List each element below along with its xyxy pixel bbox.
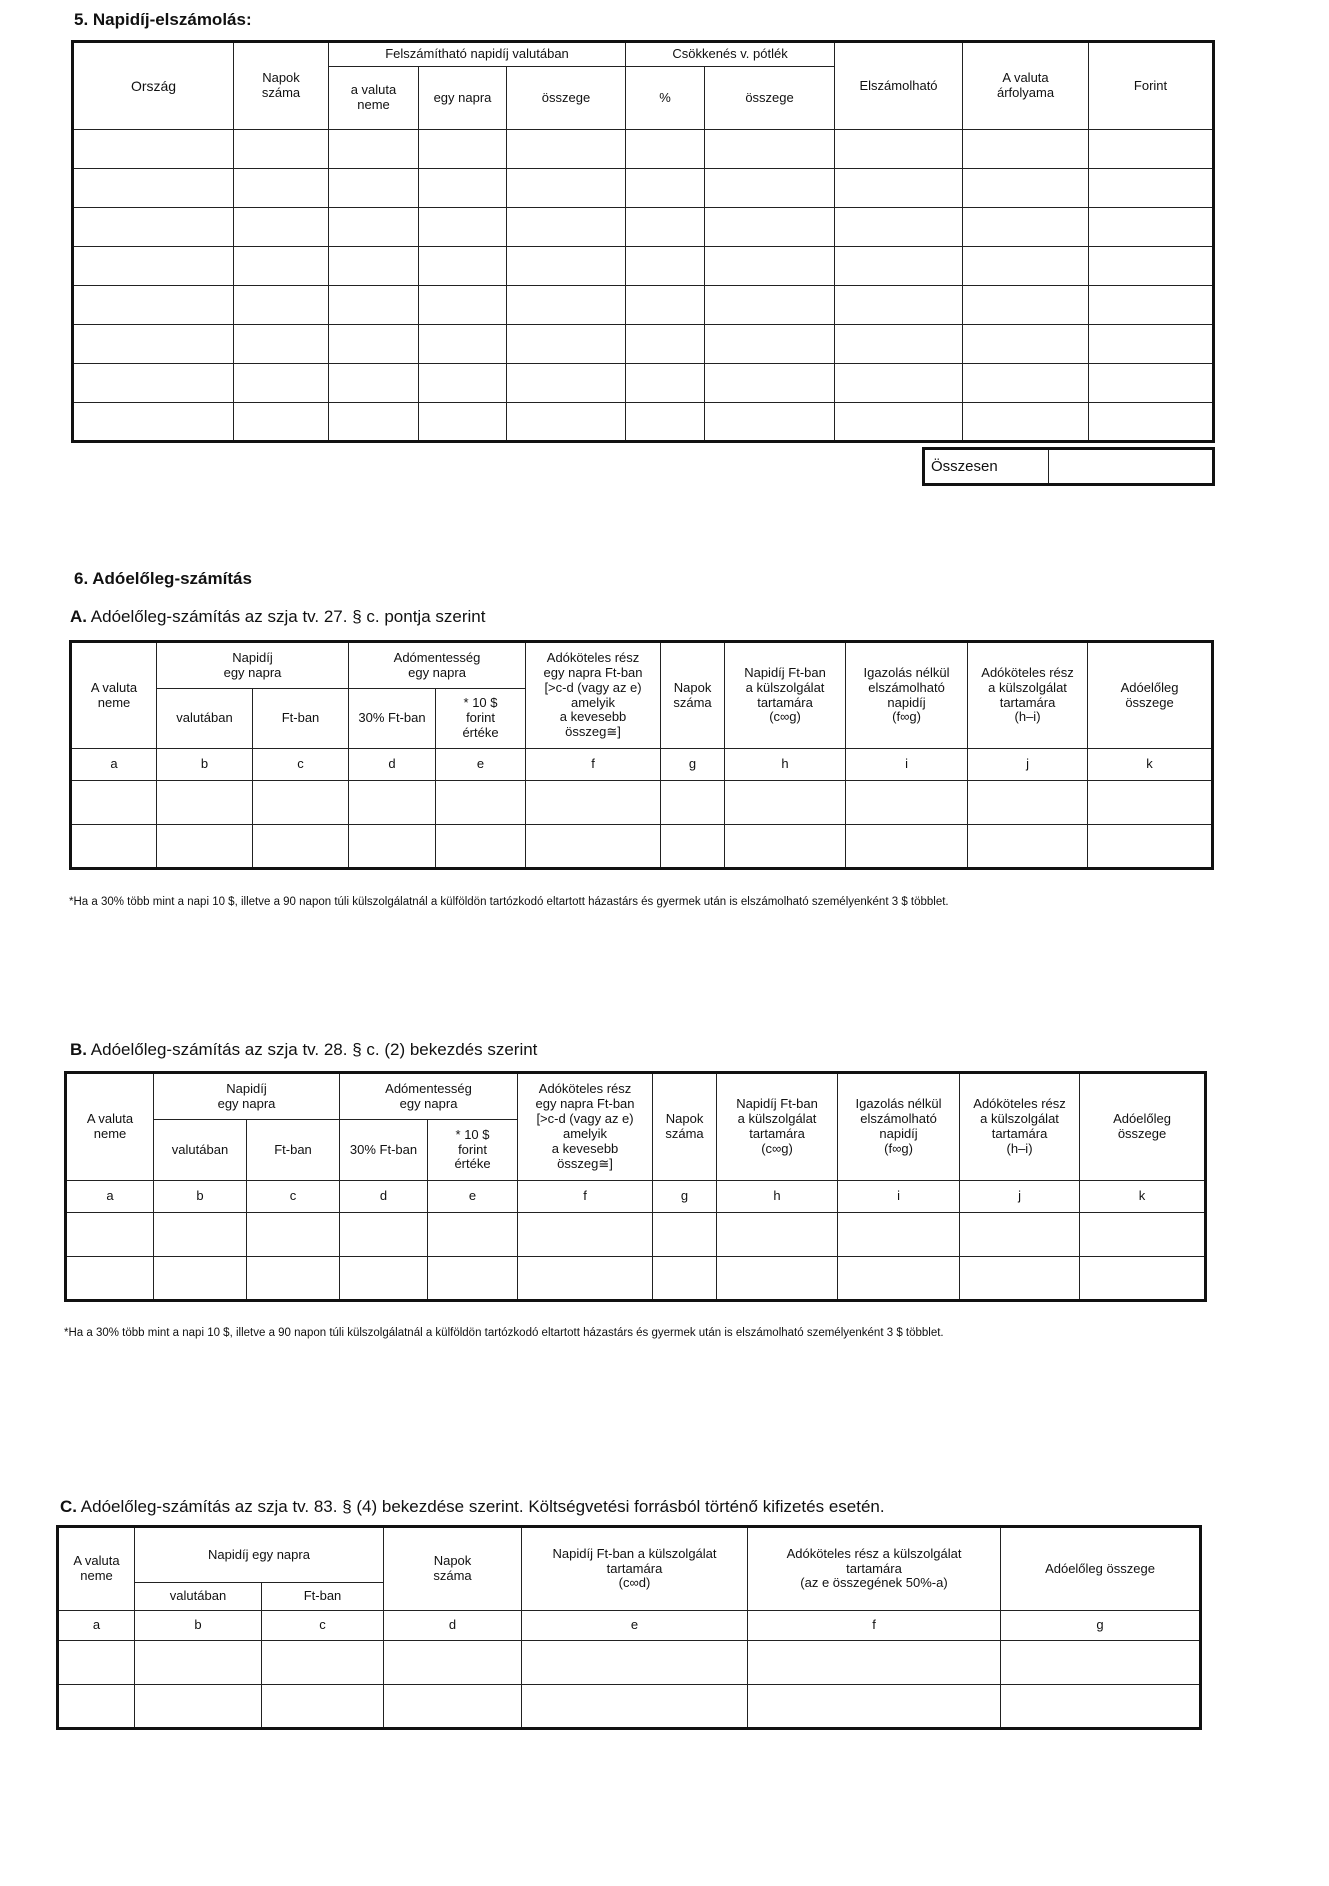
entry-cell[interactable] xyxy=(73,364,234,403)
entry-cell[interactable] xyxy=(419,403,507,442)
entry-cell[interactable] xyxy=(835,169,963,208)
entry-cell[interactable] xyxy=(71,781,157,825)
column-letter-row xyxy=(58,1611,1201,1641)
column-letter-row xyxy=(71,749,1213,781)
entry-cell[interactable] xyxy=(340,1213,428,1257)
table-row xyxy=(73,208,1214,247)
header-in-huf: Ft-ban xyxy=(247,1120,340,1181)
column-letter: d xyxy=(384,1611,522,1641)
advance-tax-table-a xyxy=(69,640,1214,870)
header-advance-amount: Adóelőleg összege xyxy=(1080,1073,1206,1181)
table-row xyxy=(71,781,1213,825)
column-letter: c xyxy=(253,749,349,781)
header-thirty-pct: 30% Ft-ban xyxy=(340,1120,428,1181)
entry-cell[interactable] xyxy=(963,325,1089,364)
header-daily-per-day: Napidíj egy napra xyxy=(154,1073,340,1120)
part-b-title xyxy=(70,1040,537,1060)
c-header-in-currency: valutában xyxy=(135,1583,262,1611)
column-letter: i xyxy=(838,1181,960,1213)
column-letter: c xyxy=(247,1181,340,1213)
header-currency: A valuta neme xyxy=(66,1073,154,1181)
entry-cell[interactable] xyxy=(705,247,835,286)
column-letter: a xyxy=(71,749,157,781)
entry-cell[interactable] xyxy=(963,247,1089,286)
entry-cell[interactable] xyxy=(329,247,419,286)
header-daily-per-day: Napidíj egy napra xyxy=(157,642,349,689)
entry-cell[interactable] xyxy=(705,208,835,247)
entry-cell[interactable] xyxy=(835,208,963,247)
header-daily-huf-period: Napidíj Ft-ban a külszolgálat tartamára (c∞g) xyxy=(717,1073,838,1181)
header-amount: összege xyxy=(507,67,626,130)
entry-cell[interactable] xyxy=(419,130,507,169)
entry-cell[interactable] xyxy=(963,208,1089,247)
entry-cell[interactable] xyxy=(626,325,705,364)
entry-cell[interactable] xyxy=(419,364,507,403)
entry-cell[interactable] xyxy=(725,781,846,825)
entry-cell[interactable] xyxy=(329,325,419,364)
entry-cell[interactable] xyxy=(846,781,968,825)
entry-cell[interactable] xyxy=(626,247,705,286)
entry-cell[interactable] xyxy=(838,1257,960,1301)
entry-cell[interactable] xyxy=(1001,1641,1201,1685)
entry-cell[interactable] xyxy=(329,403,419,442)
header-per-day: egy napra xyxy=(419,67,507,130)
entry-cell[interactable] xyxy=(234,247,329,286)
c-header-advance-amount: Adóelőleg összege xyxy=(1001,1527,1201,1611)
advance-tax-table-b xyxy=(64,1071,1207,1302)
entry-cell[interactable] xyxy=(1080,1213,1206,1257)
entry-cell[interactable] xyxy=(234,208,329,247)
entry-cell[interactable] xyxy=(838,1213,960,1257)
entry-cell[interactable] xyxy=(419,325,507,364)
entry-cell[interactable] xyxy=(626,169,705,208)
table-row xyxy=(73,325,1214,364)
part-a-title xyxy=(70,607,485,627)
entry-cell[interactable] xyxy=(518,1257,653,1301)
column-letter: g xyxy=(661,749,725,781)
entry-cell[interactable] xyxy=(436,825,526,869)
entry-cell[interactable] xyxy=(73,208,234,247)
entry-cell[interactable] xyxy=(1088,825,1213,869)
entry-cell[interactable] xyxy=(507,169,626,208)
table-row xyxy=(66,1213,1206,1257)
entry-cell[interactable] xyxy=(234,286,329,325)
entry-cell[interactable] xyxy=(247,1257,340,1301)
header-ten-usd: * 10 $ forint értéke xyxy=(428,1120,518,1181)
entry-cell[interactable] xyxy=(626,364,705,403)
header-chargeable-group: Felszámítható napidíj valutában xyxy=(329,42,626,67)
entry-cell[interactable] xyxy=(349,781,436,825)
entry-cell[interactable] xyxy=(234,364,329,403)
entry-cell[interactable] xyxy=(1089,403,1214,442)
entry-cell[interactable] xyxy=(71,825,157,869)
header-in-currency: valutában xyxy=(154,1120,247,1181)
part-b-letter: B. xyxy=(70,1040,87,1059)
entry-cell[interactable] xyxy=(507,364,626,403)
column-letter: g xyxy=(653,1181,717,1213)
entry-cell[interactable] xyxy=(262,1685,384,1729)
entry-cell[interactable] xyxy=(66,1257,154,1301)
column-letter: j xyxy=(968,749,1088,781)
entry-cell[interactable] xyxy=(526,825,661,869)
header-no-proof: Igazolás nélkül elszámolható napidíj (f∞g) xyxy=(846,642,968,749)
entry-cell[interactable] xyxy=(329,364,419,403)
daily-allowance-table xyxy=(71,40,1215,443)
header-daily-huf-period: Napidíj Ft-ban a külszolgálat tartamára (c∞g) xyxy=(725,642,846,749)
entry-cell[interactable] xyxy=(717,1213,838,1257)
entry-cell[interactable] xyxy=(661,781,725,825)
header-taxable-per-day: Adóköteles rész egy napra Ft-ban [>c-d (vagy az e) amelyik a kevesebb összeg≅] xyxy=(518,1073,653,1181)
entry-cell[interactable] xyxy=(835,325,963,364)
entry-cell[interactable] xyxy=(835,286,963,325)
column-letter: e xyxy=(428,1181,518,1213)
entry-cell[interactable] xyxy=(419,247,507,286)
table-row xyxy=(73,286,1214,325)
entry-cell[interactable] xyxy=(234,130,329,169)
entry-cell[interactable] xyxy=(262,1641,384,1685)
entry-cell[interactable] xyxy=(247,1213,340,1257)
entry-cell[interactable] xyxy=(1088,781,1213,825)
header-days: Napok száma xyxy=(234,42,329,130)
entry-cell[interactable] xyxy=(653,1213,717,1257)
entry-cell[interactable] xyxy=(835,403,963,442)
entry-cell[interactable] xyxy=(329,169,419,208)
entry-cell[interactable] xyxy=(73,403,234,442)
entry-cell[interactable] xyxy=(419,208,507,247)
header-taxable-period: Adóköteles rész a külszolgálat tartamára (h–i) xyxy=(968,642,1088,749)
entry-cell[interactable] xyxy=(1089,130,1214,169)
entry-cell[interactable] xyxy=(135,1641,262,1685)
part-b-text: Adóelőleg-számítás az szja tv. 28. § c. (2) bekezdés szerint xyxy=(87,1040,538,1059)
entry-cell[interactable] xyxy=(1089,325,1214,364)
entry-cell[interactable] xyxy=(968,781,1088,825)
section6-title: 6. Adóelőleg-számítás xyxy=(74,569,252,588)
entry-cell[interactable] xyxy=(340,1257,428,1301)
column-letter: k xyxy=(1080,1181,1206,1213)
entry-cell[interactable] xyxy=(705,364,835,403)
total-row xyxy=(922,447,1215,486)
entry-cell[interactable] xyxy=(58,1685,135,1729)
entry-cell[interactable] xyxy=(1080,1257,1206,1301)
header-in-currency: valutában xyxy=(157,689,253,749)
total-label: Összesen xyxy=(924,449,1049,485)
entry-cell[interactable] xyxy=(963,364,1089,403)
entry-cell[interactable] xyxy=(234,325,329,364)
section5-title: 5. Napidíj-elszámolás: xyxy=(74,10,252,29)
entry-cell[interactable] xyxy=(154,1213,247,1257)
entry-cell[interactable] xyxy=(329,130,419,169)
part-a-letter: A. xyxy=(70,607,87,626)
header-days: Napok száma xyxy=(653,1073,717,1181)
table-row xyxy=(73,364,1214,403)
entry-cell[interactable] xyxy=(518,1213,653,1257)
entry-cell[interactable] xyxy=(653,1257,717,1301)
entry-cell[interactable] xyxy=(705,130,835,169)
total-value-cell[interactable] xyxy=(1049,449,1214,485)
column-letter: k xyxy=(1088,749,1213,781)
entry-cell[interactable] xyxy=(963,130,1089,169)
column-letter: h xyxy=(717,1181,838,1213)
header-settleable: Elszámolható xyxy=(835,42,963,130)
header-in-huf: Ft-ban xyxy=(253,689,349,749)
part-b-footnote: *Ha a 30% több mint a napi 10 $, illetve a 90 napon túli külszolgálatnál a külföldön tartózkodó eltartott házastárs és gyermek után is elszámolható személyenként 3 $ többlet. xyxy=(64,1327,944,1339)
entry-cell[interactable] xyxy=(419,286,507,325)
column-letter: c xyxy=(262,1611,384,1641)
entry-cell[interactable] xyxy=(1089,208,1214,247)
entry-cell[interactable] xyxy=(835,130,963,169)
header-days: Napok száma xyxy=(661,642,725,749)
table-row xyxy=(58,1685,1201,1729)
column-letter: a xyxy=(58,1611,135,1641)
entry-cell[interactable] xyxy=(234,403,329,442)
entry-cell[interactable] xyxy=(705,169,835,208)
header-currency: A valuta neme xyxy=(71,642,157,749)
column-letter: b xyxy=(135,1611,262,1641)
header-taxable-period: Adóköteles rész a külszolgálat tartamára (h–i) xyxy=(960,1073,1080,1181)
column-letter: b xyxy=(157,749,253,781)
header-currency-type: a valuta neme xyxy=(329,67,419,130)
header-reduction-amount: összege xyxy=(705,67,835,130)
entry-cell[interactable] xyxy=(1089,286,1214,325)
entry-cell[interactable] xyxy=(349,825,436,869)
table-row xyxy=(73,403,1214,442)
entry-cell[interactable] xyxy=(73,325,234,364)
entry-cell[interactable] xyxy=(725,825,846,869)
header-percent: % xyxy=(626,67,705,130)
entry-cell[interactable] xyxy=(522,1641,748,1685)
header-thirty-pct: 30% Ft-ban xyxy=(349,689,436,749)
entry-cell[interactable] xyxy=(626,130,705,169)
entry-cell[interactable] xyxy=(526,781,661,825)
table-row xyxy=(58,1641,1201,1685)
entry-cell[interactable] xyxy=(428,1213,518,1257)
column-letter: b xyxy=(154,1181,247,1213)
entry-cell[interactable] xyxy=(507,403,626,442)
entry-cell[interactable] xyxy=(135,1685,262,1729)
entry-cell[interactable] xyxy=(963,286,1089,325)
entry-cell[interactable] xyxy=(253,781,349,825)
column-letter: d xyxy=(340,1181,428,1213)
entry-cell[interactable] xyxy=(717,1257,838,1301)
header-country: Ország xyxy=(73,42,234,130)
entry-cell[interactable] xyxy=(507,325,626,364)
column-letter: i xyxy=(846,749,968,781)
entry-cell[interactable] xyxy=(419,169,507,208)
part-c-letter: C. xyxy=(60,1497,77,1516)
entry-cell[interactable] xyxy=(507,247,626,286)
table-row xyxy=(71,825,1213,869)
advance-tax-table-c xyxy=(56,1525,1202,1730)
entry-cell[interactable] xyxy=(73,169,234,208)
header-exchange-rate: A valuta árfolyama xyxy=(963,42,1089,130)
entry-cell[interactable] xyxy=(1089,247,1214,286)
entry-cell[interactable] xyxy=(1089,364,1214,403)
entry-cell[interactable] xyxy=(73,286,234,325)
header-exempt-per-day: Adómentesség egy napra xyxy=(349,642,526,689)
table-row xyxy=(66,1257,1206,1301)
header-forint: Forint xyxy=(1089,42,1214,130)
entry-cell[interactable] xyxy=(835,247,963,286)
header-no-proof: Igazolás nélkül elszámolható napidíj (f∞g) xyxy=(838,1073,960,1181)
table-row xyxy=(73,169,1214,208)
entry-cell[interactable] xyxy=(58,1641,135,1685)
entry-cell[interactable] xyxy=(960,1213,1080,1257)
entry-cell[interactable] xyxy=(329,208,419,247)
entry-cell[interactable] xyxy=(846,825,968,869)
column-letter: g xyxy=(1001,1611,1201,1641)
header-reduction-group: Csökkenés v. pótlék xyxy=(626,42,835,67)
part-c-text: Adóelőleg-számítás az szja tv. 83. § (4) bekezdése szerint. Költségvetési forrásból történő kifizetés esetén. xyxy=(77,1497,885,1516)
entry-cell[interactable] xyxy=(1089,169,1214,208)
entry-cell[interactable] xyxy=(705,286,835,325)
entry-cell[interactable] xyxy=(234,169,329,208)
column-letter: e xyxy=(522,1611,748,1641)
entry-cell[interactable] xyxy=(835,364,963,403)
header-ten-usd: * 10 $ forint értéke xyxy=(436,689,526,749)
column-letter-row xyxy=(66,1181,1206,1213)
table-row xyxy=(73,247,1214,286)
entry-cell[interactable] xyxy=(157,781,253,825)
entry-cell[interactable] xyxy=(748,1685,1001,1729)
entry-cell[interactable] xyxy=(963,169,1089,208)
header-advance-amount: Adóelőleg összege xyxy=(1088,642,1213,749)
column-letter: e xyxy=(436,749,526,781)
column-letter: h xyxy=(725,749,846,781)
header-taxable-per-day: Adóköteles rész egy napra Ft-ban [>c-d (vagy az e) amelyik a kevesebb összeg≅] xyxy=(526,642,661,749)
header-exempt-per-day: Adómentesség egy napra xyxy=(340,1073,518,1120)
entry-cell[interactable] xyxy=(968,825,1088,869)
entry-cell[interactable] xyxy=(154,1257,247,1301)
part-a-footnote: *Ha a 30% több mint a napi 10 $, illetve a 90 napon túli külszolgálatnál a külföldön tartózkodó eltartott házastárs és gyermek után is elszámolható személyenként 3 $ többlet. xyxy=(69,896,949,908)
entry-cell[interactable] xyxy=(157,825,253,869)
column-letter: f xyxy=(748,1611,1001,1641)
entry-cell[interactable] xyxy=(626,208,705,247)
entry-cell[interactable] xyxy=(748,1641,1001,1685)
column-letter: f xyxy=(526,749,661,781)
entry-cell[interactable] xyxy=(626,403,705,442)
c-header-days: Napok száma xyxy=(384,1527,522,1611)
entry-cell[interactable] xyxy=(960,1257,1080,1301)
entry-cell[interactable] xyxy=(1001,1685,1201,1729)
entry-cell[interactable] xyxy=(253,825,349,869)
column-letter: d xyxy=(349,749,436,781)
column-letter: f xyxy=(518,1181,653,1213)
c-header-currency: A valuta neme xyxy=(58,1527,135,1611)
entry-cell[interactable] xyxy=(73,247,234,286)
entry-cell[interactable] xyxy=(384,1641,522,1685)
c-header-in-huf: Ft-ban xyxy=(262,1583,384,1611)
table-row xyxy=(73,130,1214,169)
entry-cell[interactable] xyxy=(73,130,234,169)
entry-cell[interactable] xyxy=(522,1685,748,1729)
entry-cell[interactable] xyxy=(66,1213,154,1257)
entry-cell[interactable] xyxy=(436,781,526,825)
entry-cell[interactable] xyxy=(507,208,626,247)
entry-cell[interactable] xyxy=(626,286,705,325)
column-letter: j xyxy=(960,1181,1080,1213)
part-a-text: Adóelőleg-számítás az szja tv. 27. § c. pontja szerint xyxy=(87,607,486,626)
entry-cell[interactable] xyxy=(661,825,725,869)
part-c-title xyxy=(60,1497,885,1517)
entry-cell[interactable] xyxy=(963,403,1089,442)
entry-cell[interactable] xyxy=(384,1685,522,1729)
c-header-daily-per-day: Napidíj egy napra xyxy=(135,1527,384,1583)
entry-cell[interactable] xyxy=(705,403,835,442)
c-header-taxable-period: Adóköteles rész a külszolgálat tartamára (az e összegének 50%-a) xyxy=(748,1527,1001,1611)
column-letter: a xyxy=(66,1181,154,1213)
entry-cell[interactable] xyxy=(329,286,419,325)
c-header-daily-huf-period: Napidíj Ft-ban a külszolgálat tartamára (c∞d) xyxy=(522,1527,748,1611)
entry-cell[interactable] xyxy=(428,1257,518,1301)
entry-cell[interactable] xyxy=(507,286,626,325)
entry-cell[interactable] xyxy=(507,130,626,169)
entry-cell[interactable] xyxy=(705,325,835,364)
